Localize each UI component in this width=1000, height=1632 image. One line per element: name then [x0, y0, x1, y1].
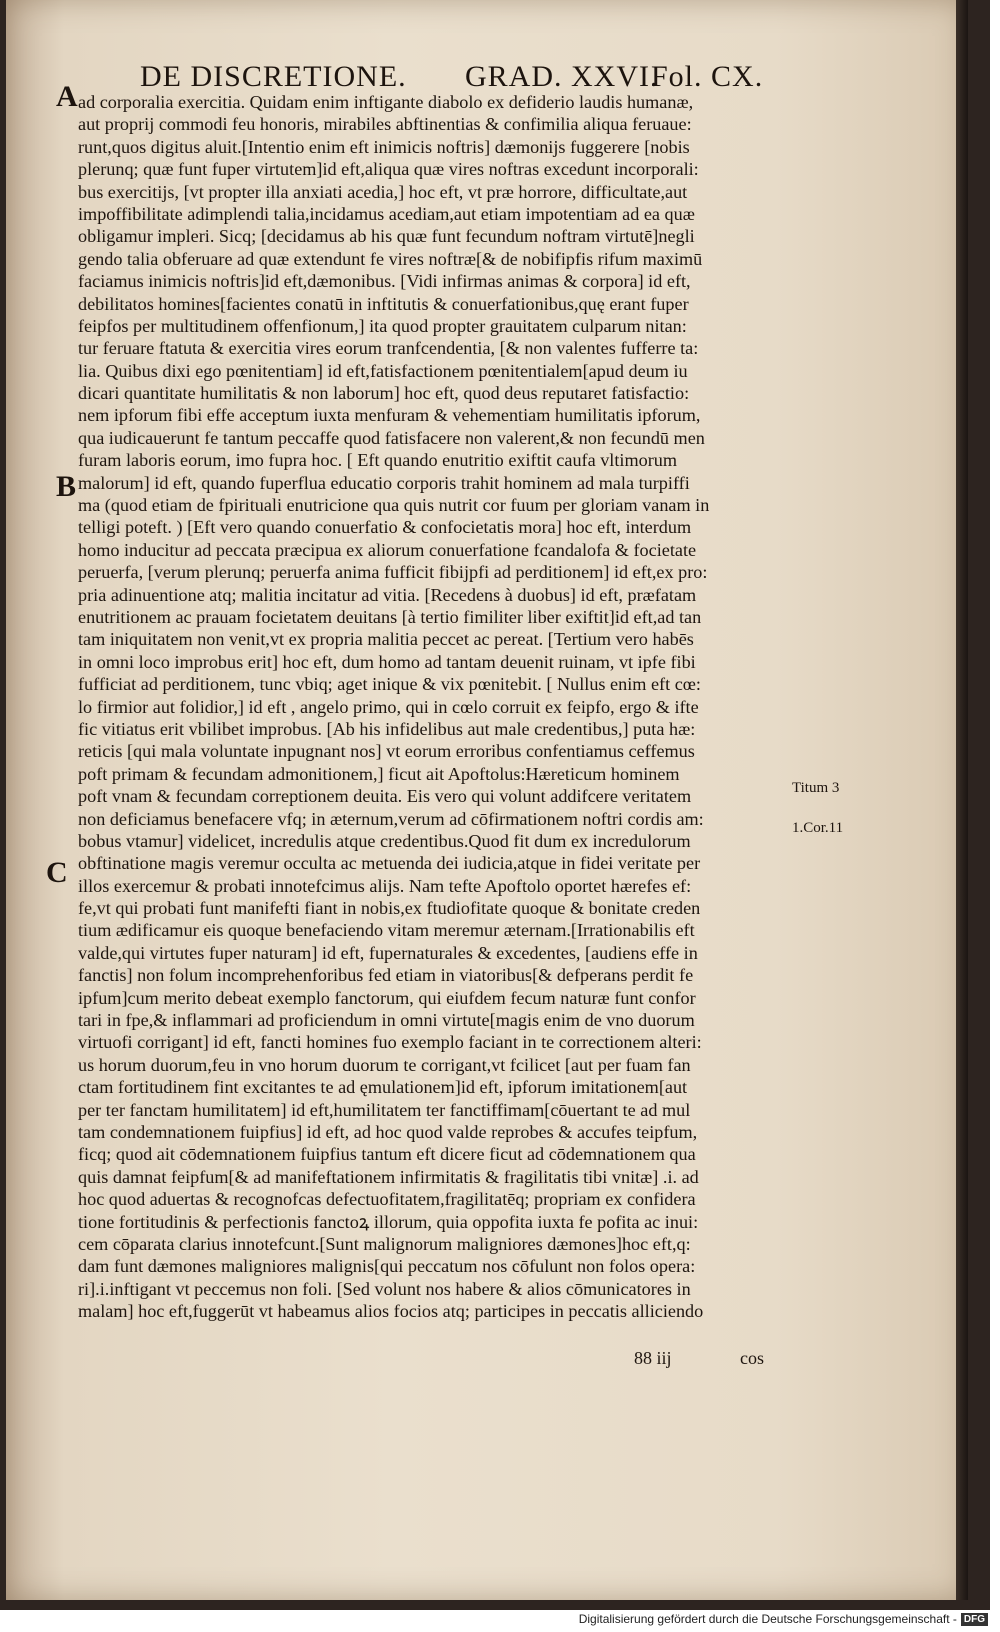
text-line: dicari quantitate humilitatis & non laborum] hoc eft, quod deus reputaret fatisfactio: — [78, 383, 690, 404]
text-line: illos exercemur & probati innotefcimus alijs. Nam tefte Apoftolo oportet hærefes ef: — [78, 875, 692, 896]
section-letter-b: B — [56, 470, 77, 503]
text-line: hoc quod aduertas & recognofcas defectuofitatem,fragilitatēq; propriam ex confidera — [78, 1189, 696, 1210]
header-folio: Fol. CX. — [651, 60, 764, 93]
text-line: ad corporalia exercitia. Quidam enim inftigante diabolo ex defiderio laudis humanæ, — [78, 92, 694, 112]
text-line: aut proprij commodi feu honoris, mirabiles abftinentias & confimilia aliqua feruaue: — [78, 114, 692, 135]
text-line: qua iudicauerunt fe tantum peccaffe quod fatisfacere non valerent,& non fecundū men — [78, 427, 705, 448]
text-line: peruerfa, [verum plerunq; peruerfa anima fufficit fibijpfi ad perditionem] id eft,ex pro: — [78, 562, 708, 583]
text-line: per ter fanctam humilitatem] id eft,humilitatem ter fanctiffimam[cōuertant te ad mul — [78, 1099, 691, 1120]
section-letter-c: C — [46, 856, 68, 889]
margin-note-cor: 1.Cor.11 — [792, 820, 844, 836]
catchword: cos — [740, 1348, 764, 1368]
text-line: pria adinuentione atq; malitia incitatur ad vitia. [Recedens à duobus] id eft, præfatam — [78, 584, 697, 605]
text-line: debilitatos homines[facientes conatū in inftitutis & conuerfationibus,quę erant fuper — [78, 293, 689, 314]
text-line: fic vitiatus erit vbilibet improbus. [Ab his infidelibus aut male credentibus,] puta hæ: — [78, 718, 696, 739]
text-line: valde,qui virtutes fuper naturam] id eft, fupernaturales & excedentes, [audiens effe in — [78, 942, 698, 963]
signature-mark: 88 iij — [634, 1348, 672, 1368]
header-grade: GRAD. XXVI. — [465, 60, 659, 93]
section-letter-a: A — [56, 80, 78, 113]
book-page — [6, 0, 968, 1600]
text-line: furam laboris eorum, imo fupra hoc. [ Eft quando enutritio exiftit caufa vltimorum — [78, 450, 678, 471]
text-line: faciamus inimicis noftris]id eft,dæmonibus. [Vidi infirmas animas & corpora] id eft, — [78, 271, 691, 292]
text-line: malam] hoc eft,fuggerūt vt habeamus alios focios atq; participes in peccatis alliciendo — [78, 1301, 704, 1322]
text-line: plerunq; quæ funt fuper virtutem]id eft,aliqua quæ vires noftras excedunt incorporali: — [78, 159, 699, 180]
text-line: ri].i.inftigant vt peccemus non foli. [Sed volunt nos habere & alios cōmunicatores in — [78, 1278, 691, 1299]
text-line: tium ædificamur eis quoque benefaciendo vitam meremur æternam.[Irrationabilis eft — [78, 920, 695, 941]
text-line: ctam fortitudinem fint excitantes te ad ęmulationem]id eft, ipforum imitationem[aut — [78, 1077, 688, 1098]
text-line: runt,quos digitus aluit.[Intentio enim eft inimicis noftris] dæmonijs fuggerere [nobis — [78, 136, 690, 157]
text-line: poft primam & fecundam admonitionem,] ficut ait Apoftolus:Hæreticum hominem — [78, 763, 680, 784]
text-line: tam condemnationem fuipfius] id eft, ad hoc quod valde reprobes & accufes teipfum, — [78, 1121, 698, 1142]
text-line: bobus vtamur] videlicet, incredulis atque credentibus.Quod fit dum ex incredulorum — [78, 830, 691, 851]
text-line: poft vnam & fecundam correptionem deuita. Eis vero qui volunt addifcere veritatem — [78, 786, 692, 807]
text-line: telligi poteft. ) [Eft vero quando conuerfatio & confocietatis mora] hoc eft, interdum — [78, 517, 692, 538]
text-line: impoffibilitate adimplendi talia,incidamus acediam,aut etiam impotentiam ad ea quæ — [78, 203, 695, 224]
text-line: tam iniquitatem non venit,vt ex propria malitia peccet ac pereat. [Tertium vero habēs — [78, 629, 694, 650]
text-line: tur feruare ftatuta & exercitia vires eorum tranfcendentia, [& non valentes fufferre ta: — [78, 338, 699, 359]
text-line: reticis [qui mala voluntate inpugnant nos] vt eorum erroribus confentiamus ceffemus — [78, 741, 695, 762]
text-line: feipfos per multitudinem offenfionum,] ita quod propter grauitatem culparum nitan: — [78, 315, 687, 336]
text-line: virtuofi corrigant] id eft, fancti homines fuo exemplo faciant in te correctionem alteri: — [78, 1032, 702, 1053]
book-spine — [956, 0, 968, 1600]
page-text — [78, 91, 784, 1322]
text-line: nem ipforum fibi effe acceptum iuxta menfuram & vehementiam humilitatis ipforum, — [78, 405, 701, 426]
text-line: non deficiamus benefacere vfq; in æternum,verum ad cōfirmationem noftri cordis am: — [78, 808, 704, 829]
credit-text: Digitalisierung gefördert durch die Deutsche Forschungsgemeinschaft - — [578, 1612, 957, 1626]
text-line: lia. Quibus dixi ego pœnitentiam] id eft,fatisfactionem pœnitentialem[apud deum iu — [78, 360, 688, 381]
text-line: tione fortitudinis & perfectionis fanctoꝝ illorum, quia oppofita iuxta fe pofita ac inui: — [78, 1211, 699, 1232]
header-title: DE DISCRETIONE. — [140, 60, 407, 93]
text-line: us horum duorum,feu in vno horum duorum te corrigant,vt fcilicet [aut per fuam fan — [78, 1054, 691, 1075]
margin-note-titum: Titum 3 — [792, 780, 840, 796]
text-line: ma (quod etiam de fpirituali enutricione qua quis nutrit cor fuum per gloriam vanam in — [78, 495, 710, 516]
text-line: ipfum]cum merito debeat exemplo fanctorum, qui eiufdem fecum naturæ funt confor — [78, 987, 696, 1008]
dfg-logo: DFG — [961, 1613, 988, 1626]
text-line: in omni loco improbus erit] hoc eft, dum homo ad tantam deuenit ruinam, vt ipfe fibi — [78, 651, 696, 672]
text-line: fe,vt qui probati funt manifefti fiant in nobis,ex ftudiofitate quoque & bonitate creden — [78, 898, 701, 919]
text-line: obftinatione magis veremur occulta ac metuenda dei iudicia,atque in fidei veritate per — [78, 853, 701, 874]
text-line: obligamur impleri. Sicq; [decidamus ab his quæ funt fecundum noftram virtutē]negli — [78, 226, 695, 247]
text-line: bus exercitijs, [vt propter illa anxiati acedia,] hoc eft, vt præ horrore, difficultate,aut — [78, 181, 688, 202]
text-line: fanctis] non folum incomprehenforibus fed etiam in viatoribus[& defperans perdit fe — [78, 965, 694, 986]
digitization-credit — [579, 1612, 988, 1626]
text-line: gendo talia obferuare ad quæ extendunt fe vires noftræ[& de nobifipfis rifum maximū — [78, 248, 703, 269]
text-line: quis damnat feipfum[& ad manifeftationem infirmitatis & fragilitatis tibi vnitæ] .i. ad — [78, 1166, 699, 1187]
text-line: malorum] id eft, quando fuperflua educatio corporis trahit hominem ad mala turpiffi — [78, 472, 690, 493]
text-line: dam funt dæmones maligniores malignis[qui peccatum nos cōfulunt non folos opera: — [78, 1256, 696, 1277]
text-line: homo inducitur ad peccata præcipua ex aliorum conuerfatione fcandalofa & focietate — [78, 539, 697, 560]
text-line: ficq; quod ait cōdemnationem fuipfius tantum eft dicere ficut ad cōdemnationem qua — [78, 1144, 696, 1165]
text-line: lo firmior aut folidior,] id eft , angelo primo, qui in cœlo corruit ex feipfo, ergo & ifte — [78, 696, 699, 717]
text-line: cem cōparata clarius innotefcunt.[Sunt malignorum maligniores dæmones]hoc eft,q: — [78, 1233, 691, 1254]
text-line: fufficiat ad perditionem, tunc vbiq; aget inique & vix pœnitebit. [ Nullus enim eft cœ: — [78, 674, 701, 695]
text-line: enutritionem ac prauam focietatem deuitans [à tertio fimiliter liber exiftit]id eft,ad tan — [78, 606, 702, 627]
text-line: tari in fpe,& inflammari ad proficiendum in omni virtute[magis enim de vno duorum — [78, 1010, 695, 1031]
